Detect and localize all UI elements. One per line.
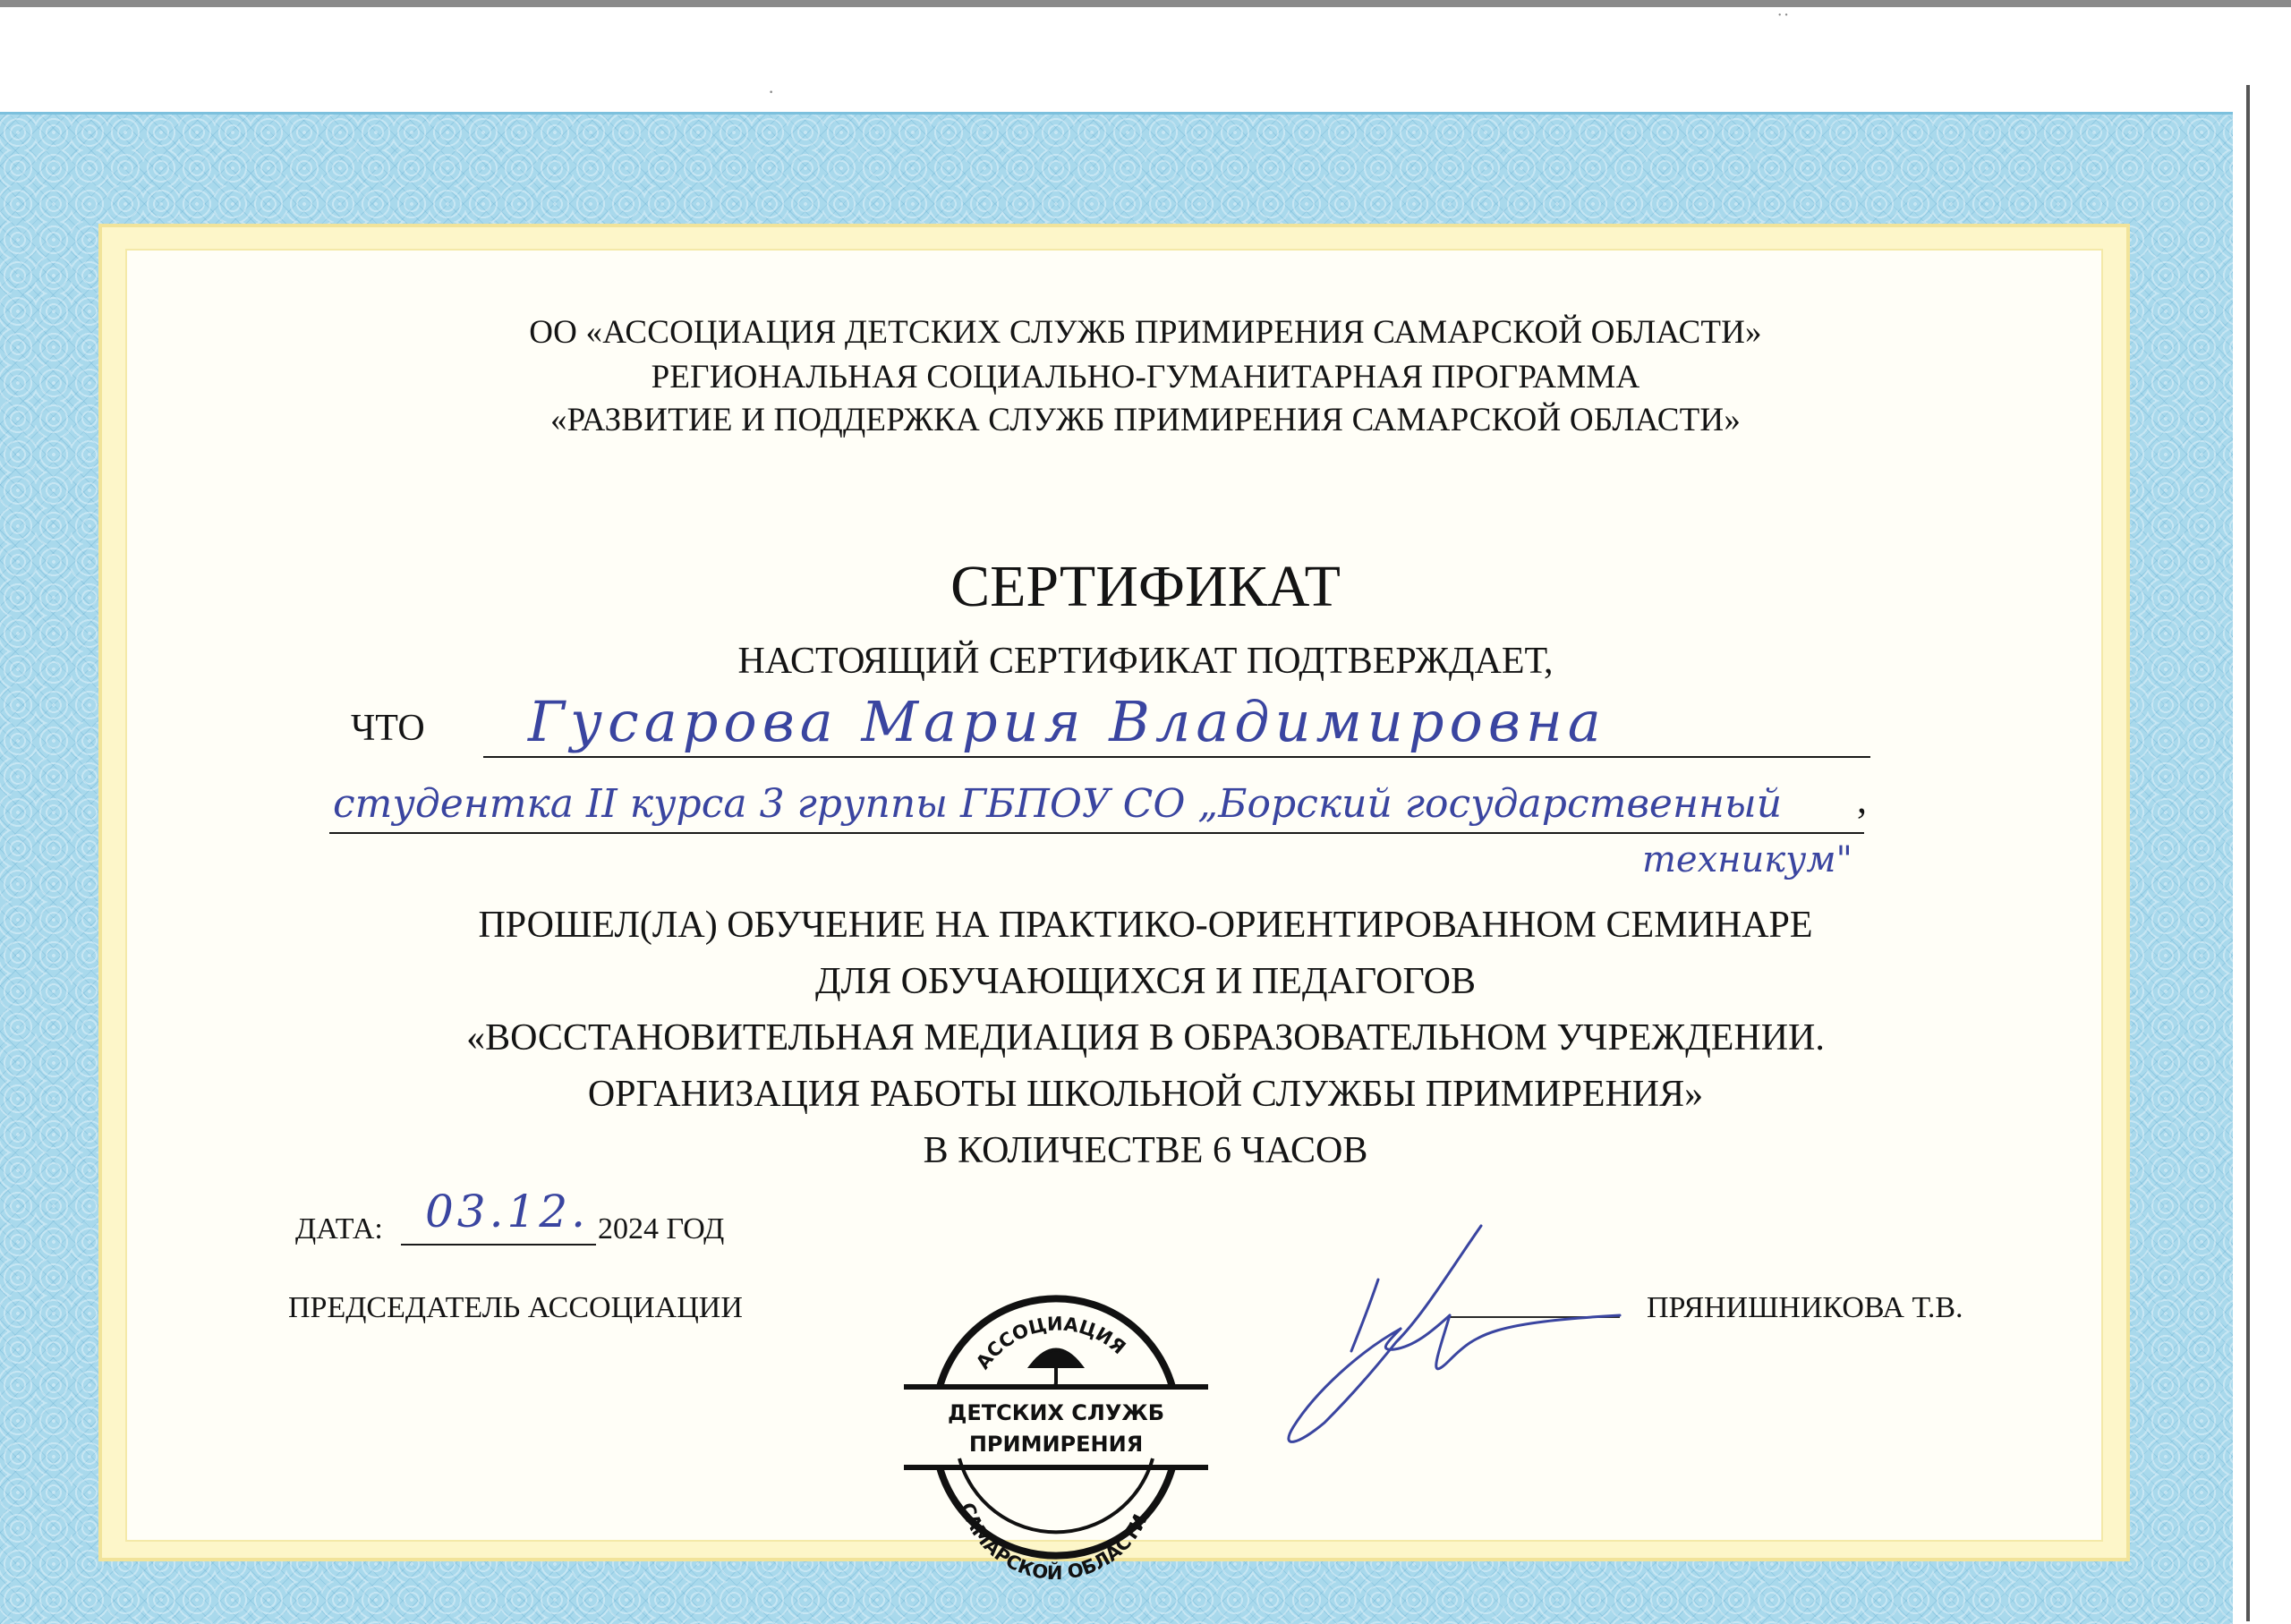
association-seal	[904, 1248, 1208, 1593]
header-program: РЕГИОНАЛЬНАЯ СОЦИАЛЬНО-ГУМАНИТАРНАЯ ПРОГРАММА	[651, 359, 1640, 395]
seal-line1: ДЕТСКИХ СЛУЖБ	[947, 1400, 1165, 1425]
recipient-name: Гусарова Мария Владимировна	[528, 689, 1606, 754]
body-audience: ДЛЯ ОБУЧАЮЩИХСЯ И ПЕДАГОГОВ	[814, 961, 1477, 1002]
seal-bottom-arc-text: САМАРСКОЙ ОБЛАСТИ	[956, 1500, 1152, 1585]
affiliation-continued: техникум"	[1642, 839, 1852, 880]
body-seminar-title: «ВОССТАНОВИТЕЛЬНАЯ МЕДИАЦИЯ В ОБРАЗОВАТЕЛЬНОМ УЧРЕЖДЕНИИ.	[466, 1017, 1825, 1059]
header-organization: ОО «АССОЦИАЦИЯ ДЕТСКИХ СЛУЖБ ПРИМИРЕНИЯ САМАРСКОЙ ОБЛАСТИ»	[529, 314, 1762, 351]
umbrella-icon	[1031, 1350, 1081, 1389]
that-label: ЧТО	[351, 708, 425, 749]
date-underline	[401, 1244, 596, 1246]
scan-edge-top	[0, 0, 2291, 7]
scan-speck: ·	[768, 81, 775, 103]
body-training: ПРОШЕЛ(ЛА) ОБУЧЕНИЕ НА ПРАКТИКО-ОРИЕНТИРОВАННОМ СЕМИНАРЕ	[478, 905, 1813, 946]
recipient-affiliation: студентка II курса 3 группы ГБПОУ СО „Борский государственный	[333, 781, 1783, 827]
date-handwritten: 03.12.	[425, 1186, 590, 1237]
seal-line2: ПРИМИРЕНИЯ	[968, 1432, 1144, 1457]
date-year: 2024 ГОД	[598, 1212, 725, 1246]
affiliation-comma: ,	[1857, 778, 1867, 821]
certificate-title: СЕРТИФИКАТ	[950, 554, 1341, 619]
date-label: ДАТА:	[295, 1212, 383, 1246]
header-program-name: «РАЗВИТИЕ И ПОДДЕРЖКА СЛУЖБ ПРИМИРЕНИЯ САМАРСКОЙ ОБЛАСТИ»	[549, 402, 1742, 438]
seal-top-arc-text: АССОЦИАЦИЯ	[972, 1313, 1130, 1373]
scan-speck-2: ˙˙	[1776, 9, 1790, 31]
recipient-underline	[483, 756, 1870, 758]
chair-signature	[1244, 1217, 1656, 1458]
body-seminar-subtitle: ОРГАНИЗАЦИЯ РАБОТЫ ШКОЛЬНОЙ СЛУЖБЫ ПРИМИРЕНИЯ»	[587, 1074, 1704, 1115]
affiliation-underline	[329, 832, 1864, 834]
certificate-confirms: НАСТОЯЩИЙ СЕРТИФИКАТ ПОДТВЕРЖДАЕТ,	[737, 641, 1554, 682]
chair-name: ПРЯНИШНИКОВА Т.В.	[1647, 1291, 1963, 1324]
chair-label: ПРЕДСЕДАТЕЛЬ АССОЦИАЦИИ	[288, 1291, 743, 1324]
body-hours: В КОЛИЧЕСТВЕ 6 ЧАСОВ	[923, 1130, 1368, 1171]
